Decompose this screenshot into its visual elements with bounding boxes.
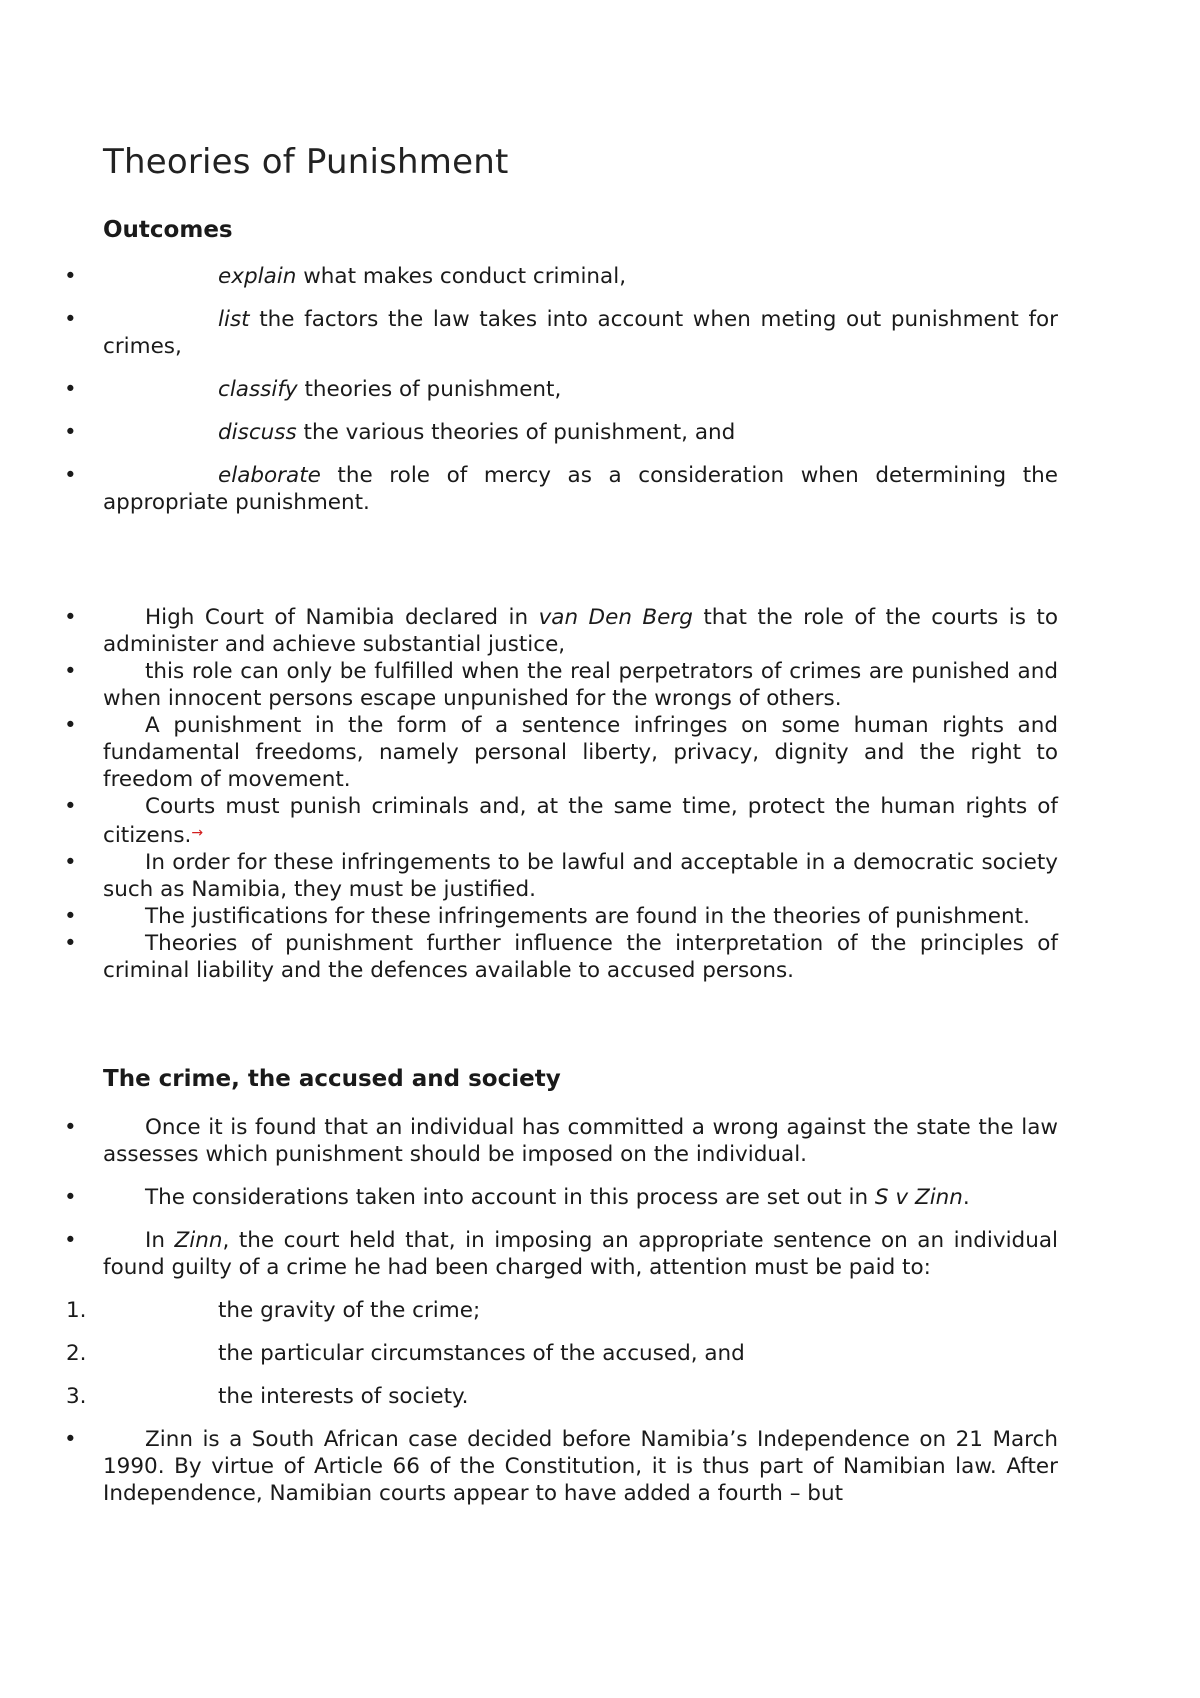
list-item: • In Zinn, the court held that, in imposing an appropriate sentence on an individual found guilty of a crime he had been charged with, attention must be paid to: — [64, 1228, 1058, 1280]
bullet-icon: • — [64, 794, 77, 819]
intro-list — [0, 604, 1200, 984]
list-item: • High Court of Namibia declared in van Den Berg that the role of the courts is to administer and achieve substantial justice, — [64, 605, 1058, 657]
bullet-icon: • — [64, 377, 77, 402]
list-item: • In order for these infringements to be lawful and acceptable in a democratic society such as Namibia, they must be justified. — [64, 850, 1058, 902]
bullet-icon: • — [64, 1228, 77, 1253]
outcomes-heading: Outcomes — [103, 217, 233, 243]
numbered-item: 3. the interests of society. — [66, 1384, 469, 1409]
list-item: • Theories of punishment further influence the interpretation of the principles of criminal liability and the defences available to accused persons. — [64, 931, 1058, 983]
list-item: • elaborate the role of mercy as a consideration when determining the appropriate punishment. — [64, 463, 1058, 515]
page-title: Theories of Punishment — [103, 142, 509, 182]
bullet-icon: • — [64, 1427, 77, 1452]
bullet-icon: • — [64, 1115, 77, 1140]
list-item: • The considerations taken into account in this process are set out in S v Zinn. — [64, 1185, 970, 1210]
numbered-item: 1. the gravity of the crime; — [66, 1298, 481, 1323]
bullet-icon: • — [64, 713, 77, 738]
list-item: • this role can only be fulfilled when the real perpetrators of crimes are punished and when innocent persons escape unpunished for the wrongs of others. — [64, 659, 1058, 711]
bullet-icon: • — [64, 420, 77, 445]
bullet-icon: • — [64, 659, 77, 684]
section-heading: The crime, the accused and society — [103, 1066, 561, 1092]
bullet-icon: • — [64, 904, 77, 929]
bullet-icon: • — [64, 850, 77, 875]
outcomes-list — [0, 263, 1200, 516]
list-number: 1. — [66, 1298, 87, 1323]
list-item: • list the factors the law takes into account when meting out punishment for crimes, — [64, 307, 1058, 359]
list-number: 2. — [66, 1341, 87, 1366]
bullet-icon: • — [64, 264, 77, 289]
section2-list — [0, 1114, 1200, 1507]
list-item: • Once it is found that an individual has committed a wrong against the state the law assesses which punishment should be imposed on the individual. — [64, 1115, 1058, 1167]
list-item: • explain what makes conduct criminal, — [64, 264, 627, 289]
comment-mark-icon: → — [191, 825, 204, 841]
list-item: • The justifications for these infringements are found in the theories of punishment. — [64, 904, 1030, 929]
list-item: • A punishment in the form of a sentence infringes on some human rights and fundamental freedoms, namely personal liberty, privacy, dignity and the right to freedom of movement. — [64, 713, 1058, 792]
list-item: • discuss the various theories of punishment, and — [64, 420, 736, 445]
list-item: • Courts must punish criminals and, at the same time, protect the human rights of citizens.→ — [64, 794, 1058, 848]
bullet-icon: • — [64, 463, 77, 488]
bullet-icon: • — [64, 307, 77, 332]
list-number: 3. — [66, 1384, 87, 1409]
list-item: • classify theories of punishment, — [64, 377, 562, 402]
list-item: • Zinn is a South African case decided before Namibia’s Independence on 21 March 1990. By virtue of Article 66 of the Constitution, it is thus part of Namibian law. After Independence, Namibian courts appear to have added a fourth – but — [64, 1427, 1058, 1506]
numbered-item: 2. the particular circumstances of the accused, and — [66, 1341, 745, 1366]
bullet-icon: • — [64, 931, 77, 956]
bullet-icon: • — [64, 1185, 77, 1210]
bullet-icon: • — [64, 605, 77, 630]
